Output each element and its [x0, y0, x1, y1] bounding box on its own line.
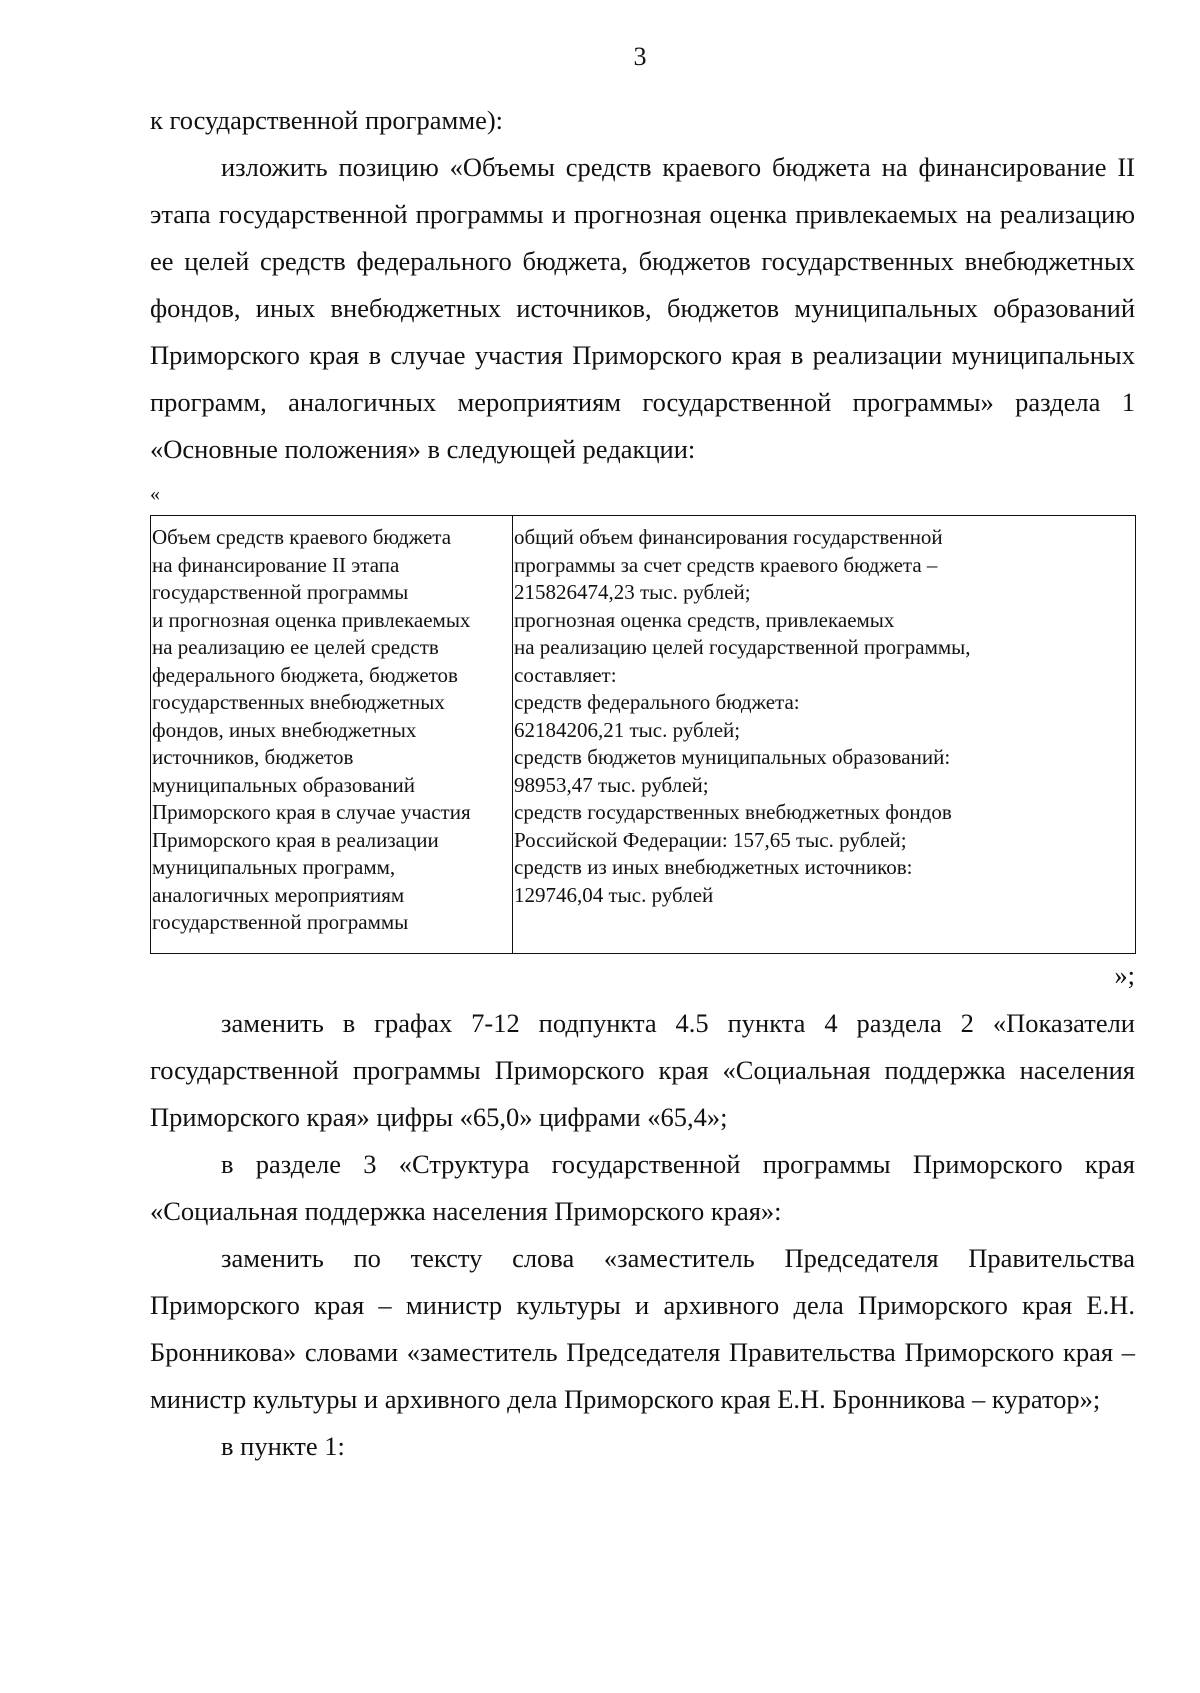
cell-line: средств федерального бюджета: [514, 690, 800, 714]
cell-line: муниципальных образований [152, 772, 415, 797]
cell-line: государственных внебюджетных [152, 690, 445, 714]
cell-line: средств из иных внебюджетных источников: [514, 855, 913, 879]
page-number: 3 [633, 42, 647, 71]
cell-line: средств бюджетов муниципальных образований: [514, 745, 951, 769]
cell-line: на реализацию целей государственной программы, [514, 635, 971, 659]
cell-line: на реализацию ее целей средств [152, 635, 439, 659]
cell-line: общий объем финансирования государственной [514, 525, 943, 549]
cell-line: Приморского края в случае участия [152, 800, 471, 824]
cell-line: источников, бюджетов [152, 745, 354, 769]
cell-line: Приморского края в реализации [152, 827, 439, 852]
table-row [151, 516, 1136, 954]
cell-line: средств государственных внебюджетных фондов [514, 800, 952, 824]
cell-line: на финансирование II этапа [152, 552, 400, 577]
paragraph: к государственной программе): [150, 105, 504, 135]
cell-line: государственной программы [152, 580, 409, 604]
paragraph: в пункте 1: [221, 1430, 345, 1461]
document-body [150, 97, 1135, 1470]
cell-line: аналогичных мероприятиям [152, 882, 405, 907]
closing-quote-mark: »; [1114, 959, 1135, 990]
cell-line: 215826474,23 тыс. рублей; [514, 580, 751, 604]
cell-line: Объем средств краевого бюджета [152, 525, 452, 549]
cell-line: 62184206,21 тыс. рублей; [514, 717, 741, 742]
paragraph: изложить позицию «Объемы средств краевого бюджета на финансирование II этапа государственной программы и прогнозная оценка привлекаемых на реализацию ее целей средств федерального бюджета, бюджетов государственных внебюджетных фондов, иных внебюджетных источников, бюджетов муниципальных образований Приморского края в случае участия Приморского края в реализации муниципальных программ, аналогичных мероприятиям государственной программы» раздела 1 «Основные положения» в следующей редакции: [150, 152, 1135, 464]
cell-line: составляет: [514, 662, 617, 687]
cell-line: государственной программы [152, 910, 409, 934]
opening-quote-mark: « [150, 483, 160, 505]
budget-table [150, 515, 1136, 954]
paragraph: заменить по тексту слова «заместитель Председателя Правительства Приморского края – министр культуры и архивного дела Приморского края Е.Н. Бронникова» словами «заместитель Председателя Правительства Приморского края – министр культуры и архивного дела Приморского края Е.Н. Бронникова – куратор»; [150, 1242, 1135, 1414]
cell-line: 129746,04 тыс. рублей [514, 882, 714, 907]
paragraph: заменить в графах 7-12 подпункта 4.5 пункта 4 раздела 2 «Показатели государственной программы Приморского края «Социальная поддержка населения Приморского края» цифры «65,0» цифрами «65,4»; [150, 1007, 1135, 1132]
cell-line: программы за счет средств краевого бюджета – [514, 552, 938, 577]
paragraph: в разделе 3 «Структура государственной программы Приморского края «Социальная поддержка населения Приморского края»: [150, 1148, 1135, 1226]
cell-line: прогнозная оценка средств, привлекаемых [514, 607, 895, 632]
table-cell-left [151, 516, 513, 954]
cell-line: муниципальных программ, [152, 855, 396, 879]
cell-line: федерального бюджета, бюджетов [152, 662, 458, 687]
cell-line: и прогнозная оценка привлекаемых [152, 607, 471, 632]
cell-line: фондов, иных внебюджетных [152, 717, 417, 742]
cell-line: Российской Федерации: 157,65 тыс. рублей; [514, 827, 907, 852]
table-cell-right [513, 516, 1136, 954]
cell-line: 98953,47 тыс. рублей; [514, 772, 709, 797]
